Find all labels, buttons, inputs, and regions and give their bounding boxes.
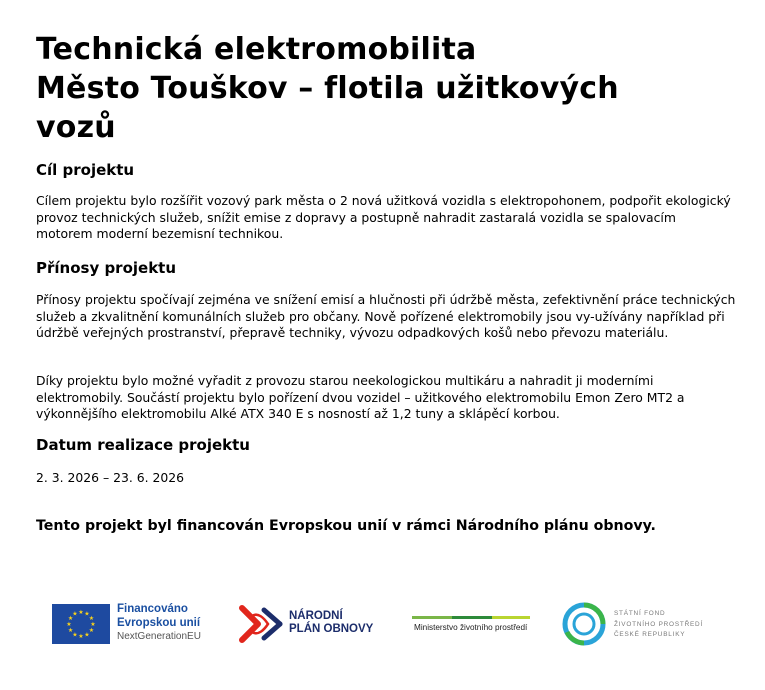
sfzp-logo-text xyxy=(614,609,703,641)
sfzp-logo-icon xyxy=(562,602,606,646)
mzp-color-bar xyxy=(412,616,530,620)
npo-line-1: NÁRODNÍ xyxy=(289,610,343,622)
eu-star: ★ xyxy=(84,610,90,618)
date-text: 2. 3. 2026 – 23. 6. 2026 xyxy=(36,470,185,485)
npo-line-2: PLÁN OBNOVY xyxy=(289,623,374,635)
sfzp-line-3: ČESKÉ REPUBLIKY xyxy=(614,631,686,638)
title-line-1: Technická elektromobilita xyxy=(36,32,477,67)
eu-star: ★ xyxy=(78,609,84,616)
eu-star: ★ xyxy=(67,627,74,634)
eu-line-3: NextGenerationEU xyxy=(117,631,201,642)
benefits-text-1: Přínosy projektu spočívají zejména ve snížení emisí a hlučnosti při údržbě města, zefektivnění práce technických služeb a zkvalitnění komunálních služeb pro občany. Nově pořízené elektromobily jsou vy-užívány například při údržbě veřejných prostranství, přepravě techniky, vývozu odpadkových košů nebo převozu materiálu. xyxy=(36,292,736,340)
logo-strip xyxy=(0,596,765,656)
eu-star: ★ xyxy=(67,615,74,622)
sfzp-line-2: ŽIVOTNÍHO PROSTŘEDÍ xyxy=(614,620,704,628)
date-heading: Datum realizace projektu xyxy=(36,436,250,454)
mzp-logo-text: Ministerstvo životního prostředí xyxy=(414,623,528,632)
eu-star: ★ xyxy=(88,627,95,634)
title-line-2: Město Touškov – flotila užitkových xyxy=(36,71,619,106)
eu-star: ★ xyxy=(66,621,72,628)
eu-star: ★ xyxy=(78,633,84,640)
eu-star: ★ xyxy=(72,610,78,618)
eu-line-1: Financováno xyxy=(117,603,188,615)
eu-star: ★ xyxy=(84,631,90,639)
title-line-3: vozů xyxy=(36,110,116,145)
goal-heading: Cíl projektu xyxy=(36,161,135,179)
benefits-text-2: Díky projektu bylo možné vyřadit z provozu starou neekologickou multikáru a nahradit ji moderními elektromobily. Součástí projektu bylo pořízení dvou vozidel – užitkového elektromobilu Emon Zero MT2 a výkonnějšího elektromobilu Alké ATX 340 E s nosností až 1,2 tuny a sklápěcí korbou. xyxy=(36,373,685,421)
eu-flag-icon xyxy=(52,604,110,644)
sfzp-line-1: STÁTNÍ FOND xyxy=(614,610,666,617)
goal-text: Cílem projektu bylo rozšířit vozový park města o 2 nová užitková vozidla s elektropohonem, podpořit ekologický provoz technických služeb, snížit emise z dopravy a postupně nahradit zastaralá vozidla se spalovacím motorem moderní bezemisní technikou. xyxy=(36,193,731,241)
npo-logo-icon xyxy=(238,602,284,646)
eu-star: ★ xyxy=(90,621,96,628)
npo-logo-text xyxy=(289,610,373,636)
eu-logo-text xyxy=(117,602,201,644)
funding-note: Tento projekt byl financován Evropskou unií v rámci Národního plánu obnovy. xyxy=(36,518,656,534)
eu-line-2: Evropskou unií xyxy=(117,617,201,629)
page-title xyxy=(36,30,736,147)
benefits-heading: Přínosy projektu xyxy=(36,259,177,277)
eu-star: ★ xyxy=(88,615,95,622)
eu-star: ★ xyxy=(72,631,78,639)
